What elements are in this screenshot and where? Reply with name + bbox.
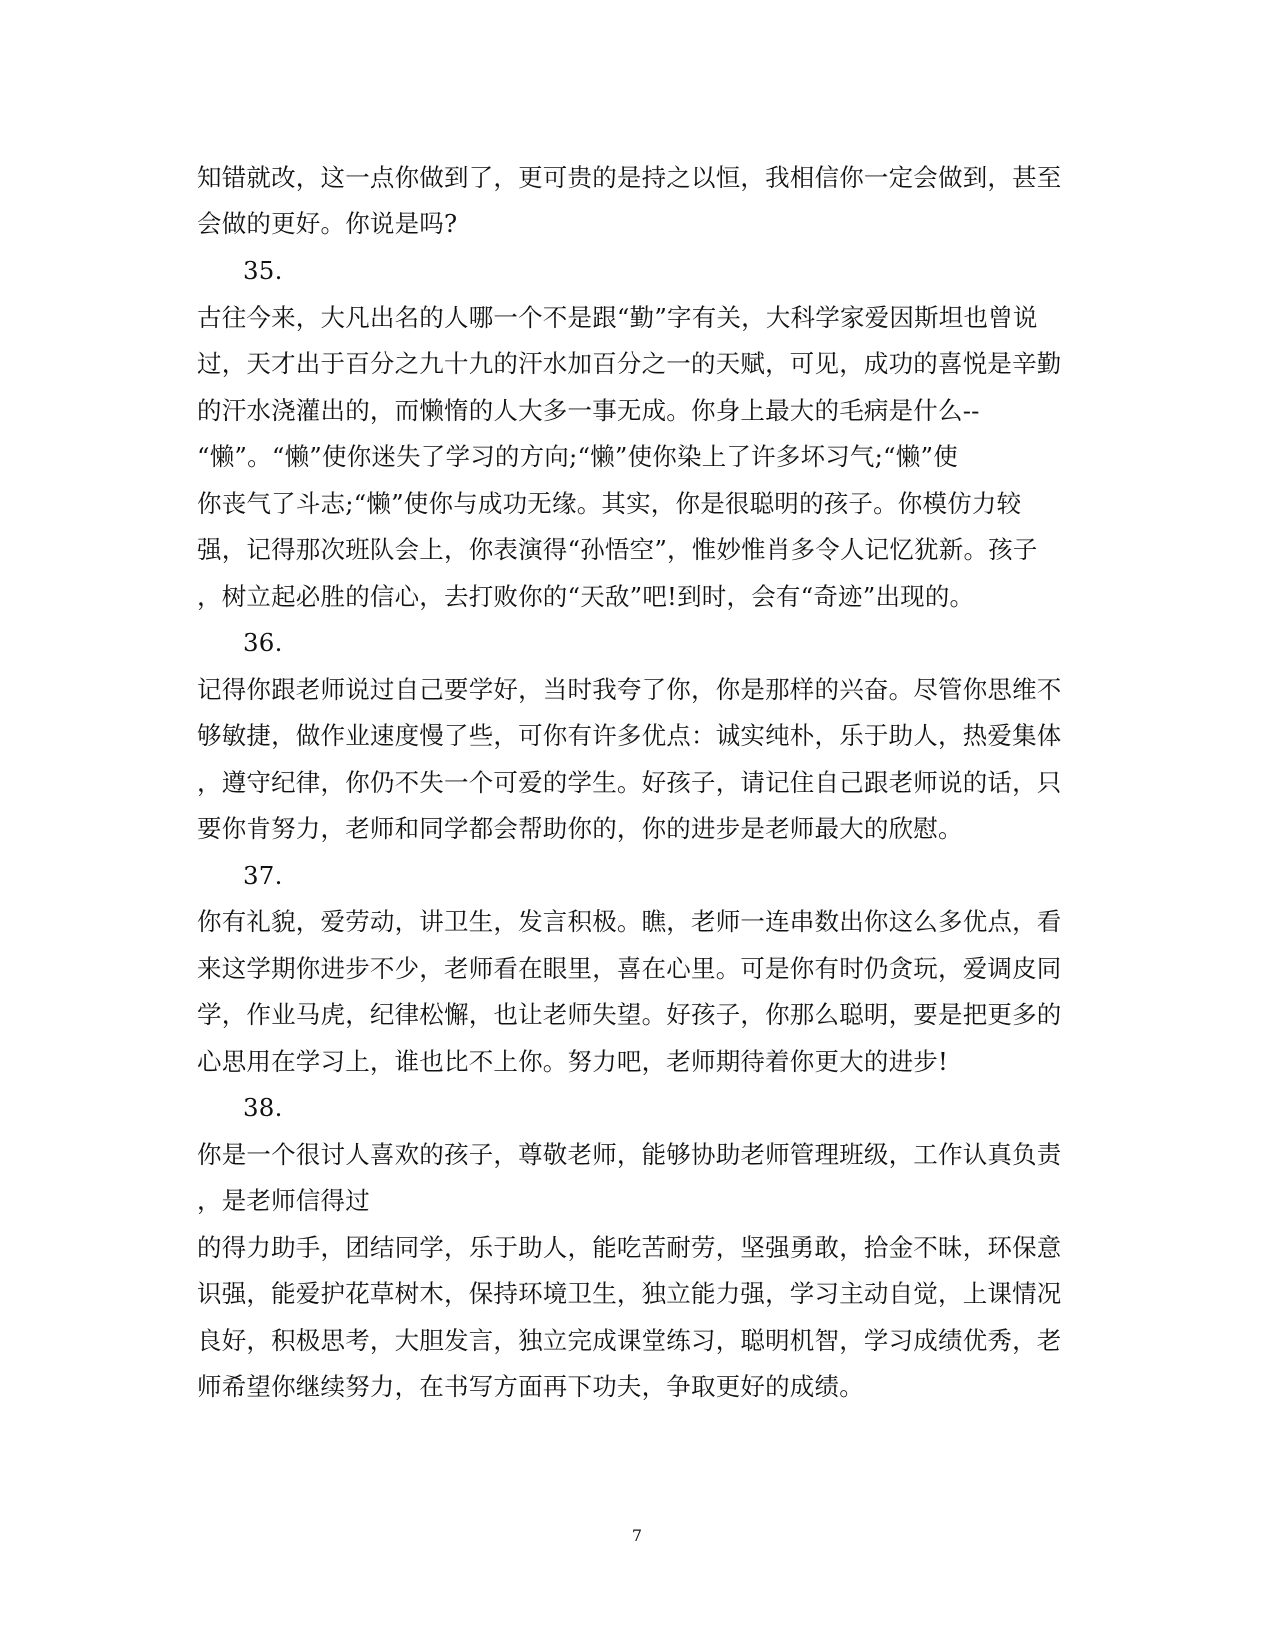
- item-number: 37.: [243, 861, 283, 890]
- text-line: 要你肯努力，老师和同学都会帮助你的，你的进步是老师最大的欣慰。: [197, 814, 963, 843]
- text-line: ，树立起必胜的信心，去打败你的“天敌”吧!到时，会有“奇迹”出现的。: [197, 582, 975, 611]
- text-line: 古往今来，大凡出名的人哪一个不是跟“勤”字有关，大科学家爱因斯坦也曾说: [197, 303, 1038, 332]
- text-line: 你是一个很讨人喜欢的孩子，尊敬老师，能够协助老师管理班级，工作认真负责: [197, 1140, 1062, 1169]
- text-line: 师希望你继续努力，在书写方面再下功夫，争取更好的成绩。: [197, 1372, 864, 1401]
- text-line: 的得力助手，团结同学，乐于助人，能吃苦耐劳，坚强勇敢，拾金不昧，环保意: [197, 1233, 1062, 1262]
- item-number: 38.: [243, 1093, 283, 1122]
- item-number: 36.: [243, 628, 283, 657]
- text-line: ，遵守纪律，你仍不失一个可爱的学生。好孩子，请记住自己跟老师说的话，只: [197, 768, 1062, 797]
- text-line: 识强，能爱护花草树木，保持环境卫生，独立能力强，学习主动自觉，上课情况: [197, 1279, 1062, 1308]
- text-line: 会做的更好。你说是吗?: [197, 209, 458, 238]
- text-line: 学，作业马虎，纪律松懈，也让老师失望。好孩子，你那么聪明，要是把更多的: [197, 1000, 1062, 1029]
- text-line: ，是老师信得过: [197, 1186, 370, 1215]
- text-line: 你有礼貌，爱劳动，讲卫生，发言积极。瞧，老师一连串数出你这么多优点，看: [197, 907, 1062, 936]
- text-line: “懒”。“懒”使你迷失了学习的方向;“懒”使你染上了许多坏习气;“懒”使: [197, 442, 958, 471]
- text-line: 的汗水浇灌出的，而懒惰的人大多一事无成。你身上最大的毛病是什么--: [197, 396, 980, 425]
- text-line: 强，记得那次班队会上，你表演得“孙悟空”，惟妙惟肖多令人记忆犹新。孩子: [197, 535, 1038, 564]
- text-line: 够敏捷，做作业速度慢了些，可你有许多优点：诚实纯朴，乐于助人，热爱集体: [197, 721, 1062, 750]
- text-line: 过，天才出于百分之九十九的汗水加百分之一的天赋，可见，成功的喜悦是辛勤: [197, 349, 1062, 378]
- item-number: 35.: [243, 256, 283, 285]
- text-line: 记得你跟老师说过自己要学好，当时我夸了你，你是那样的兴奋。尽管你思维不: [197, 675, 1062, 704]
- text-line: 来这学期你进步不少，老师看在眼里，喜在心里。可是你有时仍贪玩，爱调皮同: [197, 954, 1062, 983]
- text-line: 心思用在学习上，谁也比不上你。努力吧，老师期待着你更大的进步!: [197, 1047, 949, 1076]
- page-number: 7: [631, 1526, 643, 1545]
- text-line: 知错就改，这一点你做到了，更可贵的是持之以恒，我相信你一定会做到，甚至: [197, 163, 1062, 192]
- text-line: 你丧气了斗志;“懒”使你与成功无缘。其实，你是很聪明的孩子。你模仿力较: [197, 489, 1022, 518]
- text-line: 良好，积极思考，大胆发言，独立完成课堂练习，聪明机智，学习成绩优秀，老: [197, 1326, 1062, 1355]
